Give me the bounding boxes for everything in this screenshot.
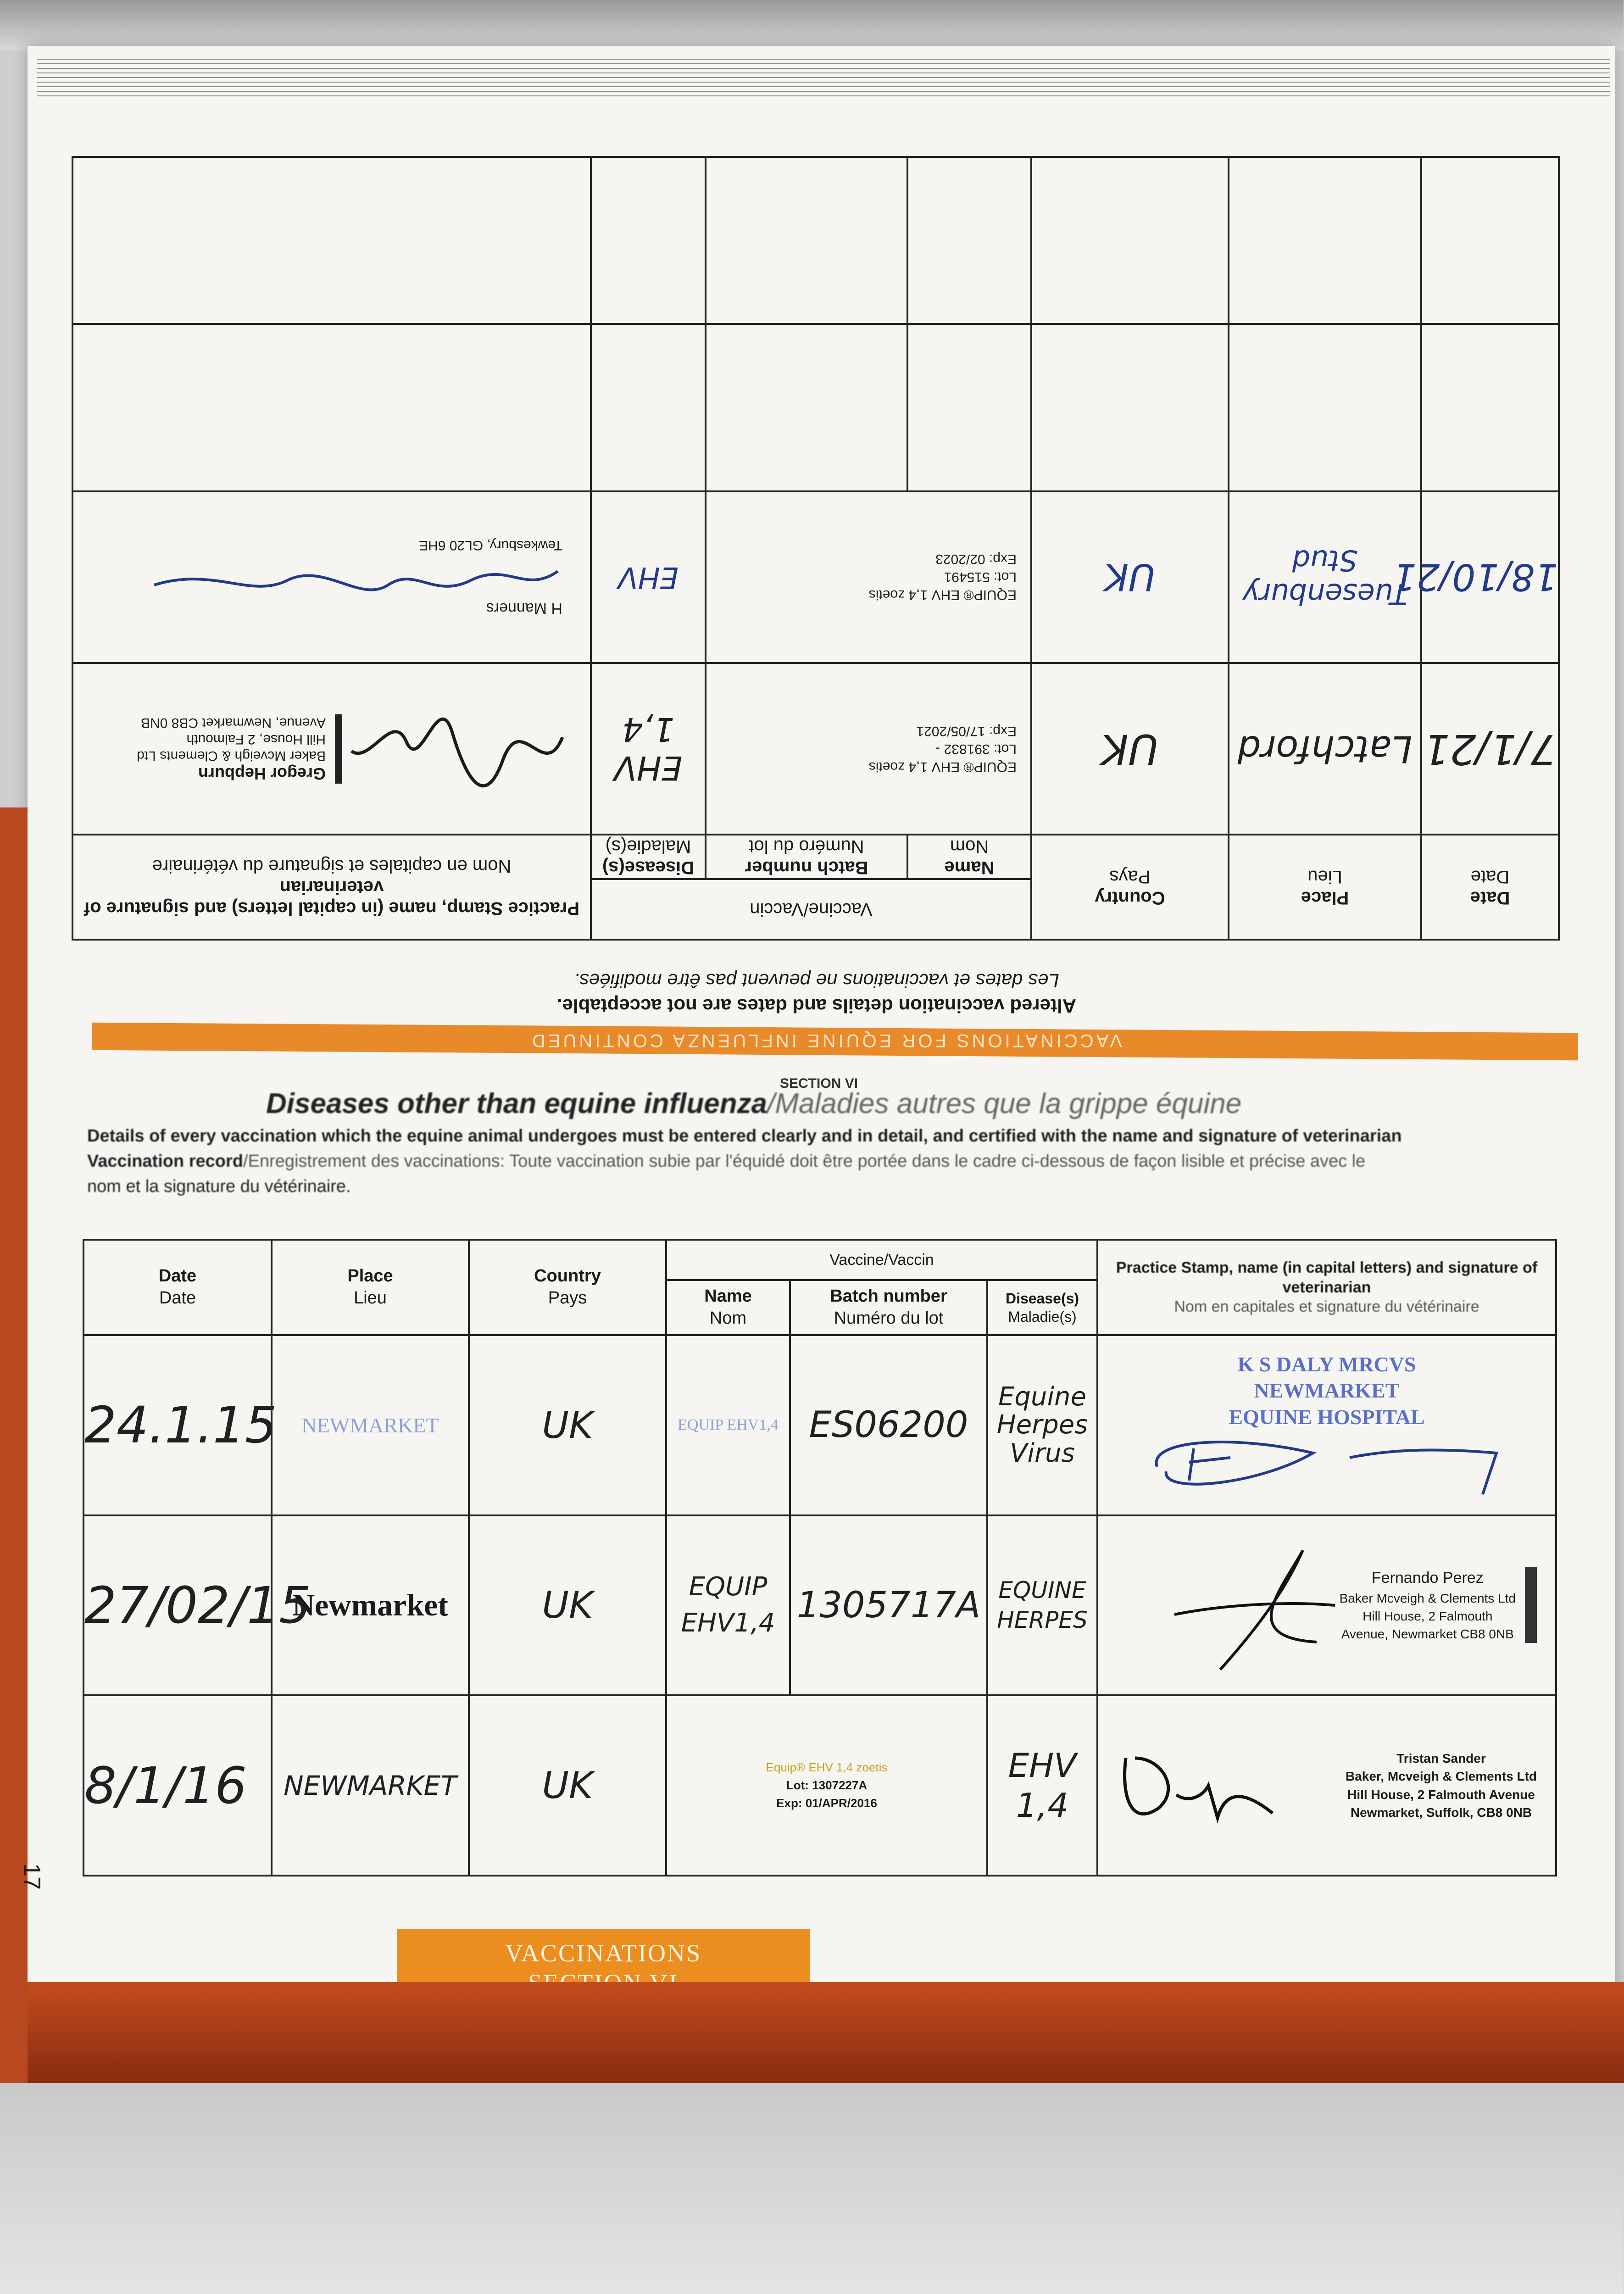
- header-country: Country Pays: [469, 1240, 666, 1335]
- upper-row-1-country: UK: [1031, 663, 1229, 835]
- section-label: SECTION VI: [780, 1076, 858, 1091]
- stamp-address-1: Hill House, 2 Falmouth: [1363, 1609, 1493, 1624]
- row-1-place: NEWMARKET: [272, 1335, 469, 1515]
- upper-row-1-vaccine-label: [706, 663, 1031, 835]
- stamp-vet-name: K S DALY MRCVS: [1237, 1352, 1416, 1376]
- row-2-place: Newmarket: [272, 1515, 469, 1696]
- row-2-country: UK: [469, 1515, 666, 1696]
- upper-header-country: Country Pays: [1031, 835, 1229, 940]
- signature-scribble: [1165, 1537, 1340, 1674]
- vaccine-label-lot: Lot: 515491: [944, 569, 1017, 585]
- upper-header-batch: Batch number Numéro du lot: [706, 835, 907, 879]
- header-practice: Practice Stamp, name (in capital letters) and signature of veterinarian Nom en capitales et signature du vétérinaire: [1097, 1240, 1556, 1335]
- caption-french: Les dates et vaccinations ne peuvent pas être modifiées.: [574, 970, 1059, 992]
- row-2-vaccine-name: EQUIP EHV1,4: [666, 1515, 790, 1696]
- vaccine-label-lot: Lot: 391832 -: [935, 741, 1017, 757]
- book-cover-bottom: [28, 1982, 1624, 2083]
- upper-header-disease: Disease(s) Maladie(s): [591, 835, 706, 879]
- row-3-vaccine-sticker: [666, 1695, 987, 1876]
- upper-header-vaccine: Vaccine/Vaccin: [591, 879, 1031, 940]
- section-title: Diseases other than equine influenza/Maladies autres que la grippe équine: [266, 1088, 1242, 1119]
- row-3-date: 8/1/16: [83, 1695, 272, 1876]
- signature-scribble: [1120, 1430, 1533, 1499]
- sticker-brand: Equip® EHV 1,4 zoetis: [766, 1760, 888, 1775]
- row-1-practice-stamp: [1097, 1335, 1556, 1515]
- upper-row-2-practice-stamp: [72, 491, 591, 663]
- stamp-town: NEWMARKET: [1254, 1379, 1400, 1403]
- vaccine-label-exp: Exp: 02/2023: [935, 551, 1017, 567]
- row-2-batch: 1305717A: [790, 1515, 987, 1696]
- stamp-practice: Baker, Mcveigh & Clements Ltd: [1345, 1769, 1537, 1784]
- upper-row-1-place: Latchford: [1229, 663, 1421, 835]
- stamp-vet-name: H Manners: [486, 599, 562, 617]
- upper-header-practice: Practice Stamp, name (in capital letters) and signature of veterinarian Nom en capitales et signature du vétérinaire: [72, 835, 591, 940]
- stamp-address-1: Hill House, 2 Falmouth Avenue: [1347, 1787, 1535, 1802]
- stamp-address: Tewkesbury, GL20 6HE: [419, 537, 562, 553]
- header-name: Name Nom: [666, 1280, 790, 1335]
- upper-row-2-place: Tuesenbury Stud: [1229, 491, 1421, 663]
- upper-header-date: Date Date: [1421, 835, 1559, 940]
- upper-page-caption: [358, 968, 1275, 1018]
- row-3-practice-stamp: [1097, 1695, 1556, 1876]
- upper-row-1-disease: EHV 1,4: [591, 663, 706, 835]
- row-1-date: 24.1.15: [83, 1335, 272, 1515]
- stamp-practice: Baker Mcveigh & Clements Ltd: [137, 748, 326, 763]
- upper-row-empty-1: [72, 324, 1559, 491]
- signature-scribble: [342, 705, 572, 792]
- row-1-country: UK: [469, 1335, 666, 1515]
- page-edge-lines: [37, 55, 1610, 96]
- scanner-bed: [0, 2083, 1624, 2294]
- sticker-exp: Exp: 01/APR/2016: [776, 1796, 877, 1810]
- stamp-hospital: EQUINE HOSPITAL: [1229, 1405, 1425, 1429]
- header-disease: Disease(s) Maladie(s): [987, 1280, 1097, 1335]
- stamp-address-2: Avenue, Newmarket CB8 0NB: [141, 715, 326, 730]
- stamp-address-2: Avenue, Newmarket CB8 0NB: [1341, 1627, 1514, 1642]
- upper-row-2: [72, 491, 1559, 663]
- row-3-place: NEWMARKET: [272, 1695, 469, 1876]
- section-description-1: Details of every vaccination which the equine animal undergoes must be entered clearly and in detail, and certified with the name and signature of veterinarian: [87, 1126, 1402, 1146]
- stamp-blue: [1098, 1351, 1555, 1431]
- row-1-batch: ES06200: [790, 1335, 987, 1515]
- section-description-2: Vaccination record/Enregistrement des vaccinations: Toute vaccination subie par l'équidé doit être portée dans le cadre ci-dessous de façon lisible et précise avec le: [87, 1152, 1366, 1171]
- row-1-vaccine-name: EQUIP EHV1,4: [666, 1335, 790, 1515]
- upper-row-2-vaccine-label: [706, 491, 1031, 663]
- page-number: 17: [18, 1863, 45, 1890]
- stamp-address-1: Hill House, 2 Falmouth: [186, 731, 326, 747]
- upper-row-1: [72, 663, 1559, 835]
- stamp-address-2: Newmarket, Suffolk, CB8 0NB: [1350, 1805, 1532, 1820]
- stamp-vet-name: Tristan Sander: [1396, 1751, 1486, 1766]
- header-date: Date Date: [83, 1240, 272, 1335]
- row-3-disease: EHV 1,4: [987, 1695, 1097, 1876]
- header-vaccine: Vaccine/Vaccin: [666, 1240, 1097, 1280]
- stamp-practice: Baker Mcveigh & Clements Ltd: [1339, 1591, 1516, 1605]
- header-place: Place Lieu: [272, 1240, 469, 1335]
- section-description-3: nom et la signature du vétérinaire.: [87, 1177, 351, 1196]
- row-1-disease: Equine Herpes Virus: [987, 1335, 1097, 1515]
- upper-vaccination-table: [73, 156, 1560, 941]
- vaccination-record-table: [83, 1239, 1557, 1876]
- row-2-disease: EQUINE HERPES: [987, 1515, 1097, 1696]
- vaccine-label-exp: Exp: 17/05/2021: [916, 723, 1017, 739]
- vaccine-label-brand: EQUIP® EHV 1,4 zoetis: [868, 759, 1017, 774]
- book-cover-edge: [0, 807, 28, 2092]
- vaccine-label-brand: EQUIP® EHV 1,4 zoetis: [868, 587, 1017, 603]
- row-3-country: UK: [469, 1695, 666, 1876]
- sticker-lot: Lot: 1307227A: [786, 1778, 868, 1793]
- caption-english: Altered vaccination details and dates are not acceptable.: [556, 995, 1077, 1017]
- record-row-2: [83, 1515, 1556, 1696]
- footer-line-1: VACCINATIONS: [505, 1939, 702, 1967]
- upper-row-1-date: 7/1/21: [1421, 663, 1559, 835]
- record-row-1: [83, 1335, 1556, 1515]
- upper-row-2-disease: EHV: [591, 491, 706, 663]
- header-batch: Batch number Numéro du lot: [790, 1280, 987, 1335]
- upper-row-empty-2: [72, 157, 1559, 324]
- upper-row-2-country: UK: [1031, 491, 1229, 663]
- upper-row-2-date: 18/10/21: [1421, 491, 1559, 663]
- stamp-vet-name: Gregor Hepburn: [198, 764, 326, 783]
- row-2-practice-stamp: [1097, 1515, 1556, 1696]
- signature-scribble: [1117, 1740, 1282, 1832]
- upper-row-1-practice-stamp: [72, 663, 591, 835]
- stamp-vet-name: Fernando Perez: [1371, 1569, 1484, 1587]
- upper-header-name: Name Nom: [907, 835, 1031, 879]
- row-2-date: 27/02/15: [83, 1515, 272, 1696]
- signature-scribble: [150, 557, 562, 599]
- record-row-3: [83, 1695, 1556, 1876]
- band-text: VACCINATIONS FOR EQUINE INFLUENZA CONTINUED: [529, 1030, 1123, 1051]
- scan-background: [0, 0, 1624, 50]
- upper-header-place: Place Lieu: [1229, 835, 1421, 940]
